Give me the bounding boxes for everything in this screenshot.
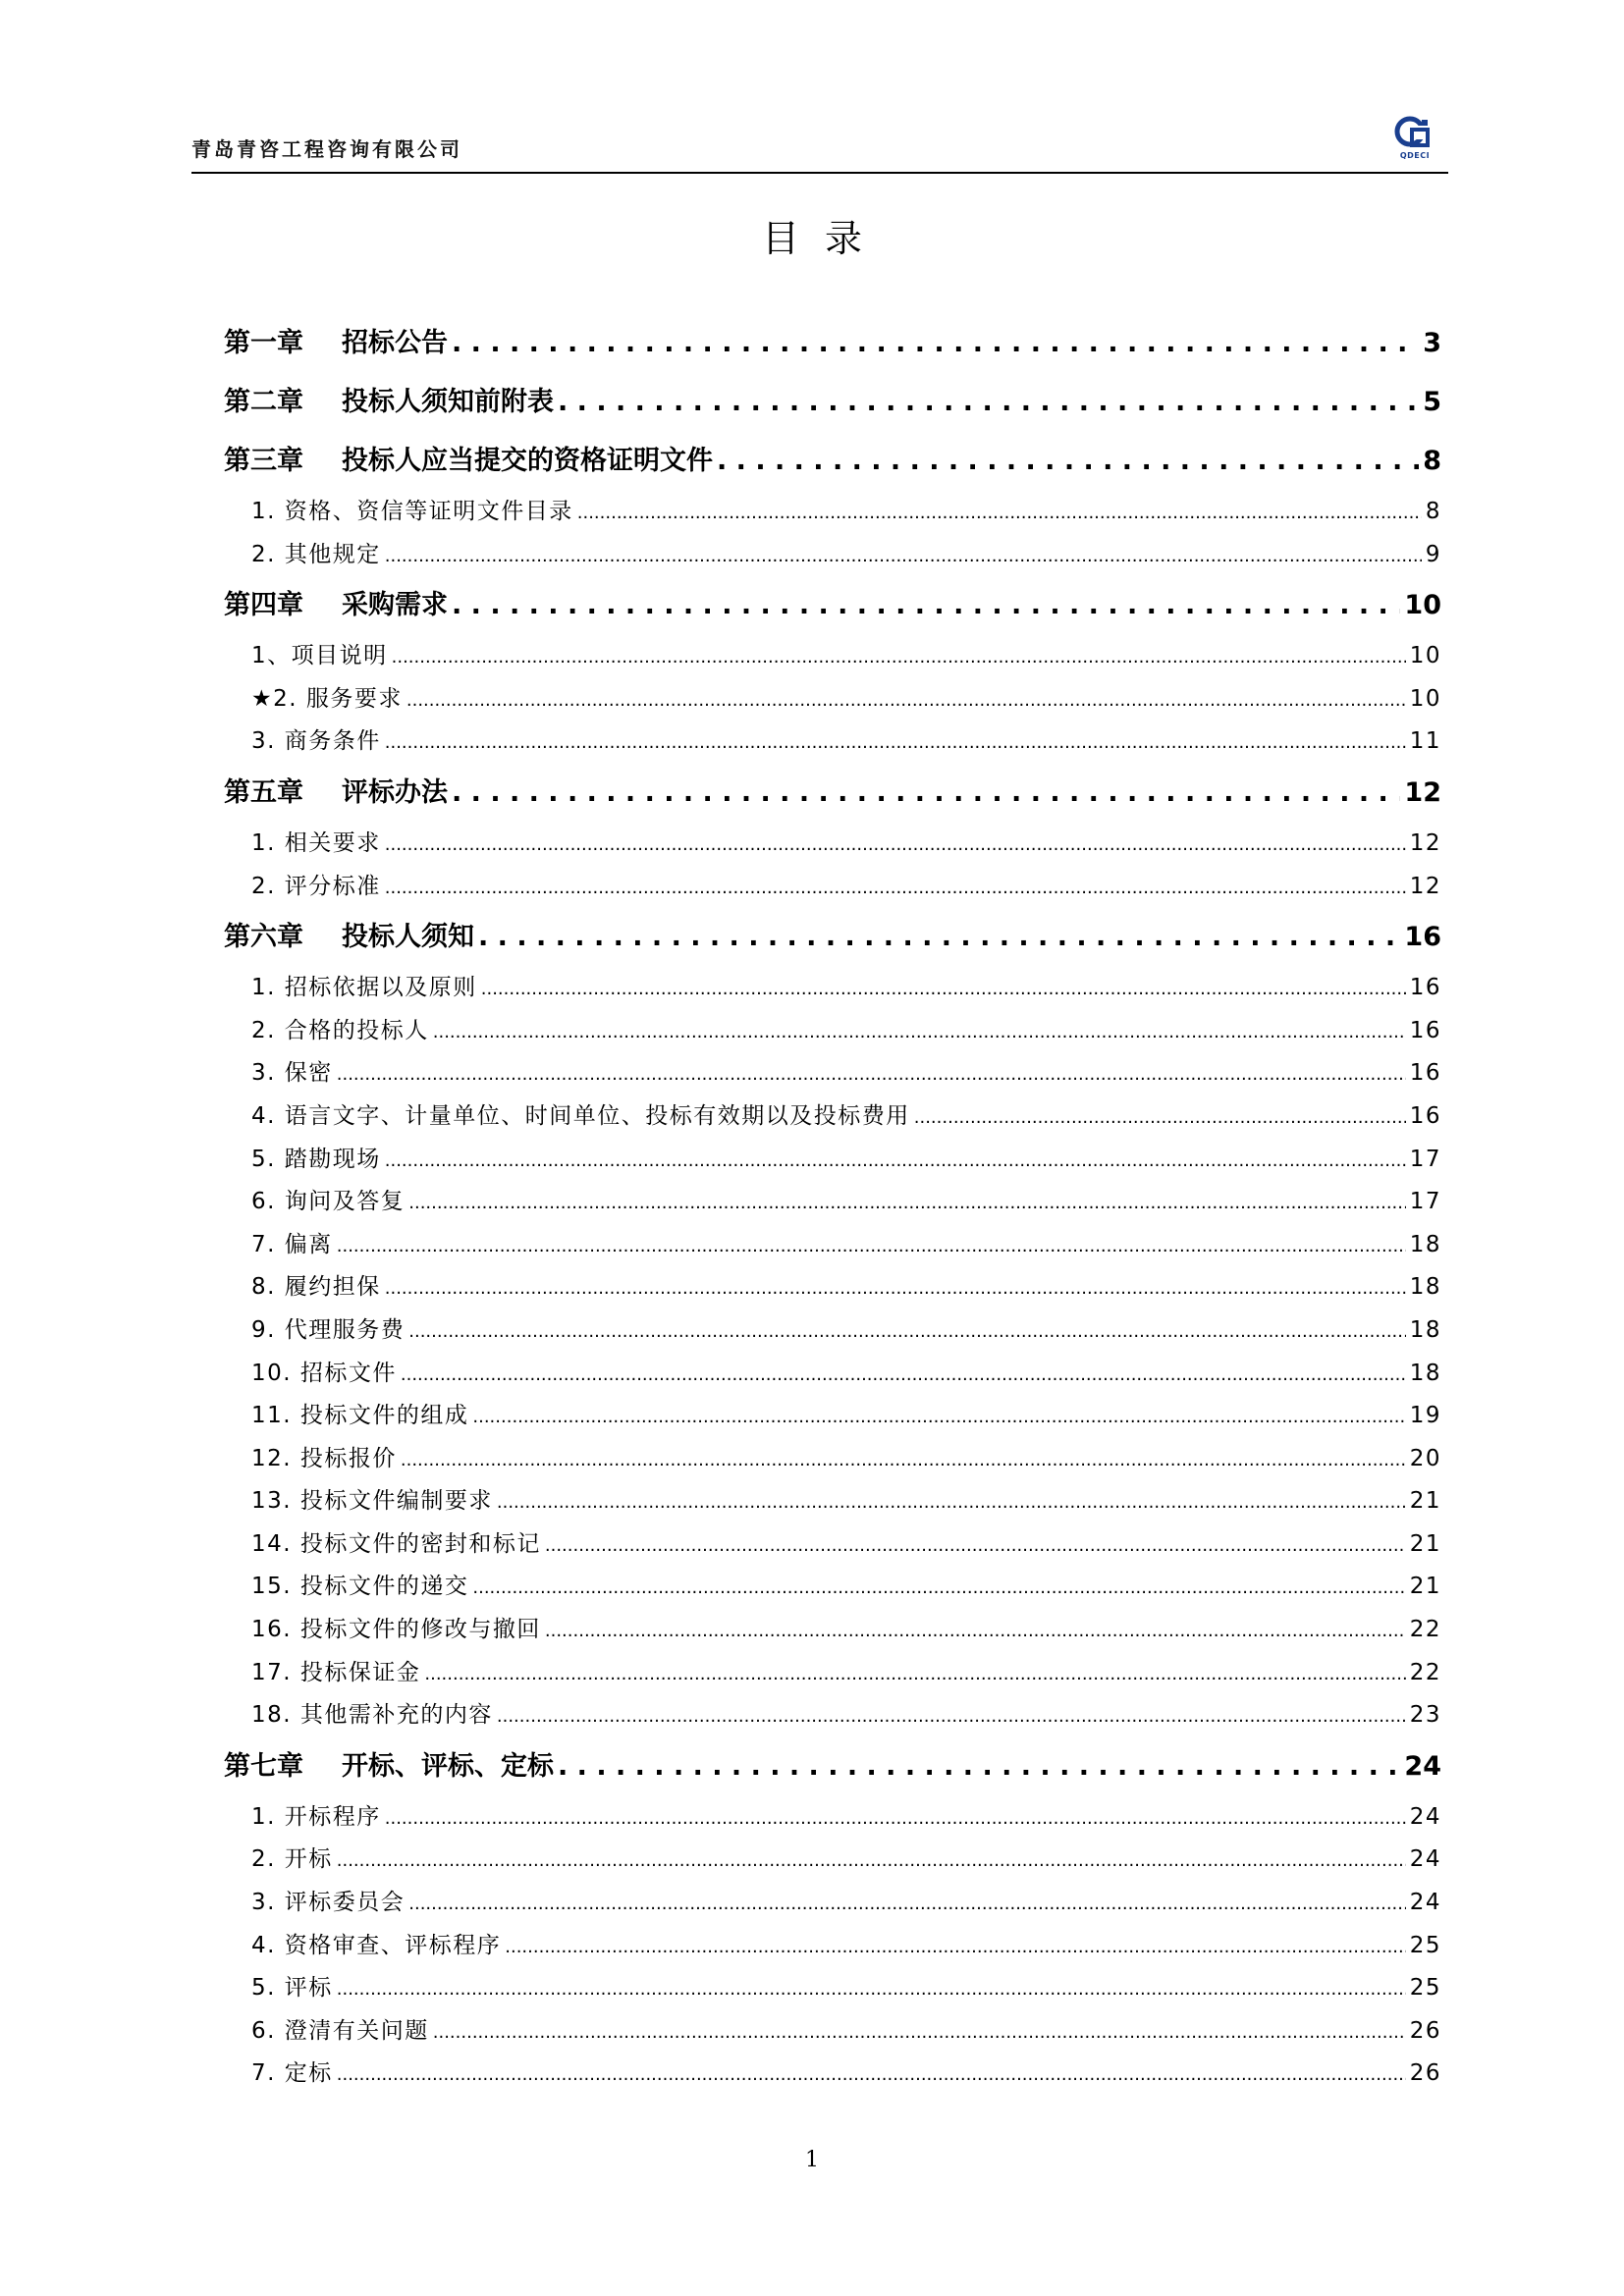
page-header	[191, 116, 1448, 175]
toc-chapter-number: 第五章	[224, 776, 303, 808]
toc-chapter-number: 第二章	[224, 387, 303, 417]
toc-dot-leader	[401, 1438, 1406, 1482]
toc-page-number: 11	[1409, 728, 1441, 755]
toc-section-entry[interactable]	[224, 1480, 1441, 1523]
logo-mark-icon	[1393, 116, 1436, 151]
toc-section-entry[interactable]	[224, 2053, 1441, 2096]
toc-entry-title: 5. 评标	[251, 1975, 333, 2002]
toc-section-entry[interactable]	[224, 1796, 1441, 1840]
toc-entry-title: 投标人须知前附表	[342, 387, 554, 417]
toc-page-number: 9	[1425, 541, 1441, 567]
toc-page-number: 26	[1409, 2017, 1441, 2044]
toc-page-number: 10	[1409, 685, 1441, 712]
toc-section-entry[interactable]	[224, 1095, 1441, 1139]
toc-page-number: 16	[1409, 1060, 1441, 1087]
toc-chapter-number: 第一章	[224, 328, 303, 358]
toc-chapter-number: 第三章	[224, 446, 303, 476]
toc-entry-title: ★2. 服务要求	[251, 685, 403, 712]
toc-section-entry[interactable]	[224, 491, 1441, 534]
toc-page-number: 26	[1409, 2060, 1441, 2087]
toc-dot-leader	[433, 2010, 1406, 2055]
toc-entry-title: 评标办法	[342, 776, 448, 808]
toc-chapter-entry[interactable]	[224, 908, 1441, 967]
toc-entry-title: 8. 履约担保	[251, 1274, 381, 1301]
toc-entry-title: 2. 开标	[251, 1846, 333, 1873]
toc-section-entry[interactable]	[224, 534, 1441, 577]
toc-page-number: 22	[1409, 1659, 1441, 1685]
toc-dot-leader	[408, 1882, 1405, 1926]
toc-page-number: 24	[1409, 1846, 1441, 1873]
toc-page-number: 19	[1409, 1403, 1441, 1429]
toc-entry-title: 1. 相关要求	[251, 829, 381, 856]
toc-chapter-entry[interactable]	[224, 764, 1441, 823]
toc-dot-leader	[472, 1395, 1405, 1439]
toc-section-entry[interactable]	[224, 1882, 1441, 1925]
toc-dot-leader	[385, 721, 1406, 765]
toc-page-number: 24	[1409, 1803, 1441, 1830]
toc-section-entry[interactable]	[224, 1224, 1441, 1267]
toc-entry-title: 14. 投标文件的密封和标记	[251, 1530, 541, 1557]
toc-dot-leader	[505, 1925, 1405, 1969]
toc-section-entry[interactable]	[224, 967, 1441, 1010]
footer-page-number: 1	[805, 2148, 819, 2172]
toc-section-entry[interactable]	[224, 1395, 1441, 1438]
toc-page-number: 5	[1423, 387, 1441, 417]
toc-section-entry[interactable]	[224, 1139, 1441, 1182]
toc-page-number: 12	[1404, 776, 1441, 808]
toc-section-entry[interactable]	[224, 678, 1441, 721]
toc-section-entry[interactable]	[224, 1839, 1441, 1882]
toc-section-entry[interactable]	[224, 1694, 1441, 1737]
toc-page-number: 18	[1409, 1231, 1441, 1257]
toc-section-entry[interactable]	[224, 823, 1441, 866]
toc-entry-title: 9. 代理服务费	[251, 1316, 406, 1343]
toc-page-number: 22	[1409, 1617, 1441, 1643]
toc-dot-leader	[408, 1309, 1405, 1354]
toc-dot-leader	[392, 635, 1406, 679]
toc-entry-title: 1. 招标依据以及原则	[251, 975, 477, 1001]
toc-entry-title: 采购需求	[342, 590, 448, 621]
toc-page-number: 25	[1409, 1975, 1441, 2002]
toc-section-entry[interactable]	[224, 1925, 1441, 1968]
toc-entry-title: 投标人应当提交的资格证明文件	[342, 446, 713, 476]
company-name: 青岛青咨工程咨询有限公司	[191, 137, 462, 161]
toc-dot-leader	[577, 491, 1422, 535]
toc-entry-title: 开标、评标、定标	[342, 1750, 554, 1782]
toc-dot-leader	[337, 1967, 1406, 2011]
toc-page-number: 8	[1425, 499, 1441, 524]
toc-dot-leader	[385, 1796, 1406, 1841]
toc-entry-title: 投标人须知	[342, 922, 474, 953]
toc-entry-title: 7. 定标	[251, 2060, 333, 2087]
toc-dot-leader	[337, 1224, 1406, 1268]
toc-title: 目录	[761, 217, 888, 260]
toc-section-entry[interactable]	[224, 1309, 1441, 1353]
toc-page-number: 21	[1409, 1488, 1441, 1515]
toc-page-number: 20	[1409, 1445, 1441, 1471]
toc-dot-leader	[545, 1609, 1406, 1653]
toc-dot-leader	[497, 1480, 1406, 1524]
toc-dot-leader	[406, 678, 1406, 722]
toc-dot-leader	[545, 1523, 1406, 1568]
toc-page-number: 16	[1404, 922, 1441, 953]
toc-section-entry[interactable]	[224, 1266, 1441, 1309]
toc-section-entry[interactable]	[224, 1353, 1441, 1396]
toc-page-number: 18	[1409, 1316, 1441, 1343]
toc-page-number: 3	[1423, 328, 1441, 358]
toc-page-number: 17	[1409, 1146, 1441, 1172]
toc-entry-title: 18. 其他需补充的内容	[251, 1702, 493, 1729]
toc-page-number: 8	[1423, 446, 1441, 476]
company-logo	[1393, 116, 1436, 165]
toc-page-number: 18	[1409, 1360, 1441, 1386]
toc-entry-title: 3. 评标委员会	[251, 1890, 406, 1916]
toc-entry-title: 7. 偏离	[251, 1231, 333, 1257]
toc-page-number: 16	[1409, 1102, 1441, 1129]
toc-entry-title: 13. 投标文件编制要求	[251, 1488, 493, 1515]
toc-entry-title: 17. 投标保证金	[251, 1659, 421, 1685]
toc-section-entry[interactable]	[224, 1609, 1441, 1652]
toc-page-number: 17	[1409, 1189, 1441, 1215]
toc-page-number: 12	[1409, 873, 1441, 899]
toc-chapter-entry[interactable]	[224, 576, 1441, 635]
toc-chapter-entry[interactable]	[224, 1737, 1441, 1796]
toc-dot-leader	[914, 1095, 1406, 1140]
toc-entry-title: 6. 澄清有关问题	[251, 2017, 429, 2044]
toc-entry-title: 3. 商务条件	[251, 728, 381, 755]
toc-dot-leader	[452, 576, 1400, 635]
toc-dot-leader	[408, 1181, 1405, 1225]
logo-text: QDECI	[1399, 151, 1431, 160]
toc-section-entry[interactable]	[224, 635, 1441, 678]
toc-section-entry[interactable]	[224, 1052, 1441, 1095]
toc-entry-title: 招标公告	[342, 328, 448, 358]
toc-dot-leader	[497, 1694, 1406, 1738]
toc-dot-leader	[385, 866, 1406, 910]
toc-chapter-entry[interactable]	[224, 432, 1441, 491]
toc-dot-leader	[385, 1139, 1406, 1183]
toc-section-entry[interactable]	[224, 1652, 1441, 1695]
toc-section-entry[interactable]	[224, 1967, 1441, 2010]
toc-page-number: 16	[1409, 975, 1441, 1001]
toc-entry-title: 6. 询问及答复	[251, 1189, 406, 1215]
toc-dot-leader	[433, 1010, 1406, 1054]
toc-section-entry[interactable]	[224, 2010, 1441, 2054]
toc-chapter-entry[interactable]	[224, 373, 1441, 432]
toc-dot-leader	[478, 908, 1400, 967]
toc-entry-title: 2. 评分标准	[251, 873, 381, 899]
header-divider	[191, 172, 1448, 174]
toc-dot-leader	[452, 314, 1419, 373]
toc-page-number: 18	[1409, 1274, 1441, 1301]
toc-entry-title: 5. 踏勘现场	[251, 1146, 381, 1172]
toc-entry-title: 10. 招标文件	[251, 1360, 397, 1386]
toc-page-number: 16	[1409, 1017, 1441, 1043]
toc-page-number: 10	[1404, 590, 1441, 621]
toc-dot-leader	[424, 1652, 1405, 1696]
toc-dot-leader	[385, 534, 1422, 578]
toc-entry-title: 1、项目说明	[251, 643, 388, 669]
toc-chapter-entry[interactable]	[224, 314, 1441, 373]
toc-section-entry[interactable]	[224, 1523, 1441, 1567]
toc-dot-leader	[337, 2053, 1406, 2097]
toc-entry-title: 15. 投标文件的递交	[251, 1574, 469, 1600]
toc-entry-title: 2. 其他规定	[251, 541, 381, 567]
toc-dot-leader	[558, 373, 1419, 432]
toc-dot-leader	[558, 1737, 1400, 1796]
toc-dot-leader	[452, 764, 1400, 823]
toc-page-number: 25	[1409, 1932, 1441, 1958]
toc-page-number: 21	[1409, 1530, 1441, 1557]
toc-dot-leader	[401, 1353, 1406, 1397]
toc-section-entry[interactable]	[224, 866, 1441, 909]
toc-section-entry[interactable]	[224, 1010, 1441, 1053]
toc-entry-title: 1. 开标程序	[251, 1803, 381, 1830]
toc-page-number: 21	[1409, 1574, 1441, 1600]
table-of-contents	[224, 314, 1441, 2096]
toc-entry-title: 1. 资格、资信等证明文件目录	[251, 499, 573, 524]
toc-page-number: 24	[1409, 1890, 1441, 1916]
toc-page-number: 23	[1409, 1702, 1441, 1729]
toc-page-number: 10	[1409, 643, 1441, 669]
toc-dot-leader	[385, 823, 1406, 867]
toc-dot-leader	[717, 432, 1419, 491]
toc-entry-title: 3. 保密	[251, 1060, 333, 1087]
toc-dot-leader	[472, 1566, 1405, 1610]
toc-page-number: 24	[1404, 1750, 1441, 1782]
toc-dot-leader	[337, 1839, 1406, 1883]
toc-page-number: 12	[1409, 829, 1441, 856]
toc-section-entry[interactable]	[224, 1566, 1441, 1609]
toc-entry-title: 4. 资格审查、评标程序	[251, 1932, 502, 1958]
toc-entry-title: 11. 投标文件的组成	[251, 1403, 469, 1429]
toc-chapter-number: 第六章	[224, 922, 303, 953]
toc-chapter-number: 第七章	[224, 1750, 303, 1782]
toc-dot-leader	[337, 1052, 1406, 1096]
toc-dot-leader	[481, 967, 1406, 1011]
toc-entry-title: 12. 投标报价	[251, 1445, 397, 1471]
toc-section-entry[interactable]	[224, 721, 1441, 764]
toc-entry-title: 2. 合格的投标人	[251, 1017, 429, 1043]
toc-dot-leader	[385, 1266, 1406, 1310]
toc-entry-title: 4. 语言文字、计量单位、时间单位、投标有效期以及投标费用	[251, 1102, 910, 1129]
toc-chapter-number: 第四章	[224, 590, 303, 621]
toc-entry-title: 16. 投标文件的修改与撤回	[251, 1617, 541, 1643]
toc-section-entry[interactable]	[224, 1181, 1441, 1224]
toc-section-entry[interactable]	[224, 1438, 1441, 1481]
